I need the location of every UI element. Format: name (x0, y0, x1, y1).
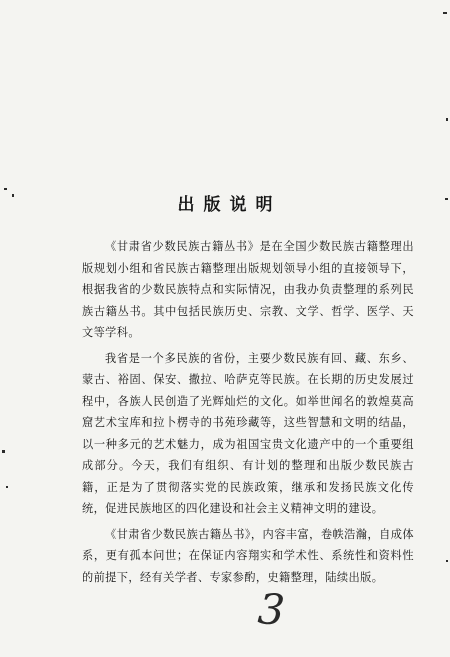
scan-speck (443, 12, 447, 14)
page-number: 3 (256, 584, 287, 635)
scan-speck (446, 560, 448, 562)
body-text (82, 236, 414, 592)
paragraph-3: 《甘肃省少数民族古籍丛书》，内容丰富，卷帙浩瀚，自成体系，更有孤本问世；在保证内容翔实和学术性、系统性和资料性的前提下，经有关学者、专家参酌，史籍整理，陆续出版。 (82, 527, 414, 584)
page-title: 出版说明 (177, 195, 282, 216)
paragraph-1: 《甘肃省少数民族古籍丛书》是在全国少数民族古籍整理出版规划小组和省民族古籍整理出版规划领导小组的直接领导下，根据我省的少数民族特点和实际情况，由我办负责整理的系列民族古籍丛书。其中包括民族历史、宗教、文学、哲学、医学、天文等学科。 (82, 240, 414, 339)
scan-speck (446, 118, 448, 121)
paragraph-2: 我省是一个多民族的省份，主要少数民族有回、藏、东乡、蒙古、裕固、保安、撒拉、哈萨克等民族。在长期的历史发展过程中，各族人民创造了光辉灿烂的文化。如举世闻名的敦煌莫高窟艺术宝库和拉卜楞寺的书苑珍藏等，这些智慧和文明的结晶，以一种多元的艺术魅力，成为祖国宝贵文化遗产中的一个重要组成部分。今天，我们有组织、有计划的整理和出版少数民族古籍，正是为了贯彻落实党的民族政策，继承和发扬民族文化传统，促进民族地区的四化建设和社会主义精神文明的建设。 (82, 351, 414, 515)
scan-speck (6, 486, 8, 488)
scan-speck (2, 450, 5, 453)
